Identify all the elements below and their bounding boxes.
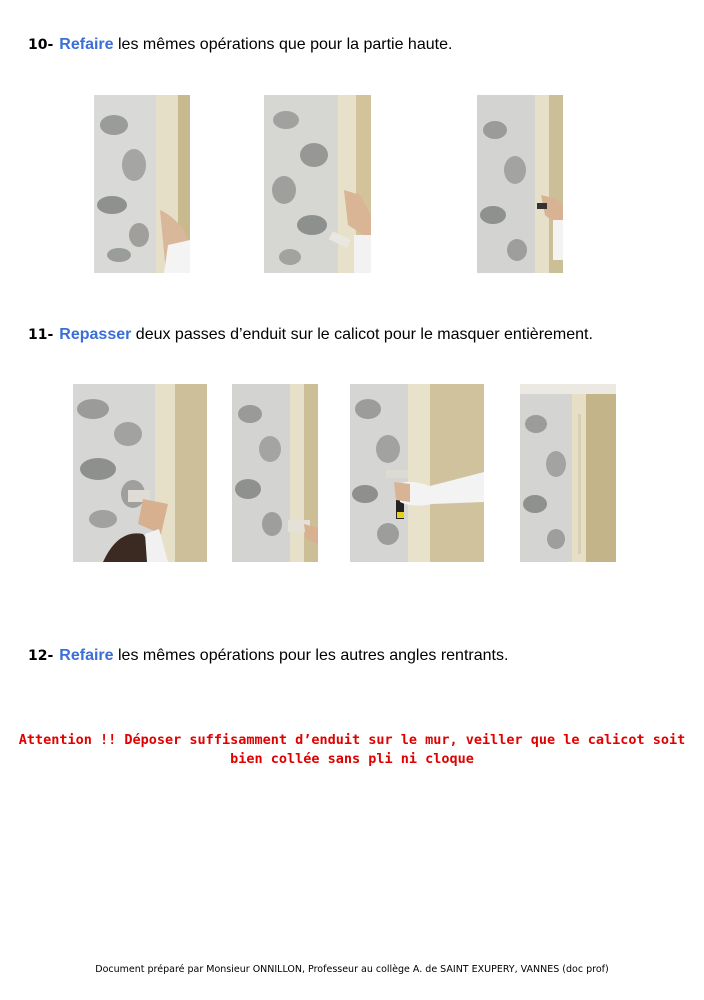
photo-step11-4 — [520, 384, 616, 562]
photo-step10-3 — [477, 95, 563, 273]
step-number: 11- — [28, 327, 54, 343]
step-10 — [28, 36, 452, 54]
attention-line-1: Attention !! Déposer suffisamment d’enduit sur le mur, veiller que le calicot soit — [18, 732, 686, 748]
step-verb: Repasser — [59, 326, 132, 343]
step-text: les mêmes opérations que pour la partie haute. — [113, 36, 453, 53]
photo-step11-2 — [232, 384, 318, 562]
photo-step10-1 — [94, 95, 190, 273]
step-verb: Refaire — [59, 647, 114, 664]
step-12 — [28, 647, 508, 665]
step-verb: Refaire — [59, 36, 114, 53]
step-11 — [28, 326, 593, 344]
step-number: 12- — [28, 648, 54, 664]
photo-step11-1 — [73, 384, 207, 562]
document-footer: Document préparé par Monsieur ONNILLON, Professeur au collège A. de SAINT EXUPERY, VANNES (doc prof) — [95, 964, 609, 975]
photo-step11-3 — [350, 384, 484, 562]
photo-step10-2 — [264, 95, 371, 273]
step-text: les mêmes opérations pour les autres angles rentrants. — [113, 647, 509, 664]
attention-line-2: bien collée sans pli ni cloque — [230, 751, 474, 767]
attention-warning — [0, 731, 704, 769]
step-text: deux passes d’enduit sur le calicot pour le masquer entièrement. — [131, 326, 593, 343]
step-number: 10- — [28, 37, 54, 53]
